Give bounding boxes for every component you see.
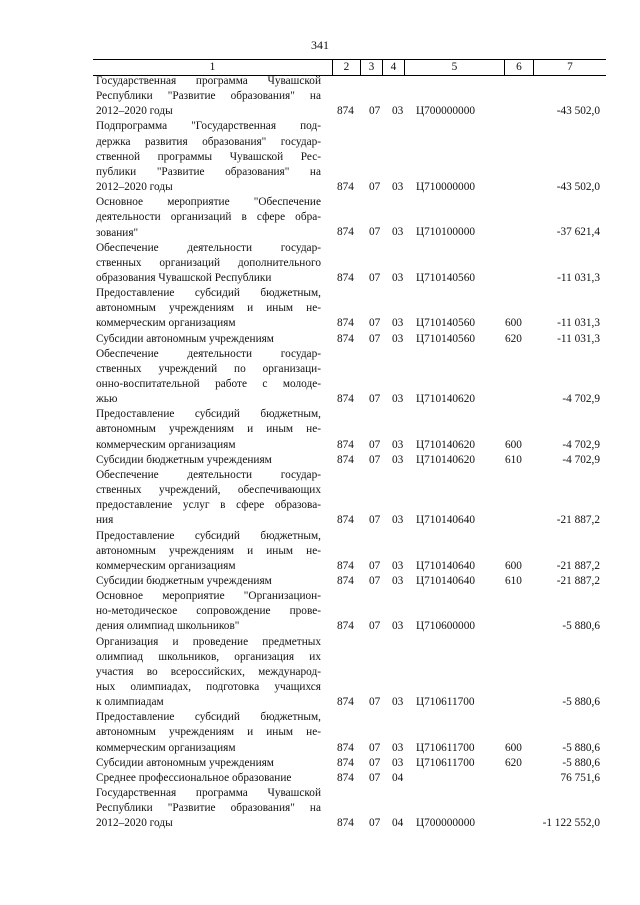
- row-name: [96, 119, 321, 195]
- header-col-4: 4: [382, 60, 404, 75]
- row-c2: 874: [337, 181, 354, 194]
- row-name-line: 2012–2020 годы: [96, 181, 173, 194]
- row-c3: 07: [369, 514, 381, 527]
- row-c2: 874: [337, 741, 354, 754]
- row-name-line: Субсидии автономным учреждениям: [96, 756, 274, 769]
- header-col-1: 1: [209, 61, 216, 73]
- row-c3: 07: [369, 620, 381, 633]
- row-c3: 07: [369, 105, 381, 118]
- row-c7: -21 887,2: [556, 574, 600, 587]
- row-c3: 07: [369, 741, 381, 754]
- row-c7: -11 031,3: [557, 332, 600, 345]
- row-c7: -43 502,0: [556, 105, 600, 118]
- row-name-line: дения олимпиад школьников": [96, 620, 240, 633]
- row-c7: -5 880,6: [562, 620, 600, 633]
- row-c7: -4 702,9: [562, 438, 600, 451]
- row-c2: 874: [337, 226, 354, 239]
- row-c6: 610: [505, 574, 522, 587]
- table-row: [0, 332, 640, 347]
- row-name: [96, 756, 321, 771]
- row-c5: Ц710140640: [416, 574, 475, 587]
- row-name: [96, 635, 321, 711]
- row-c2: 874: [337, 559, 354, 572]
- table-row: [0, 407, 640, 452]
- row-c4: 03: [392, 226, 404, 239]
- row-c4: 03: [392, 105, 404, 118]
- row-name-line: онно-воспитательной работе с молоде-: [96, 378, 321, 390]
- row-name-line: ния: [96, 514, 114, 527]
- row-c4: 03: [392, 756, 404, 769]
- row-name-line: Обеспечение деятельности государ-: [96, 468, 321, 481]
- row-c4: 03: [392, 696, 404, 709]
- row-name: [96, 453, 321, 468]
- row-name-line: Основное мероприятие "Обеспечение: [96, 196, 321, 209]
- table-row: [0, 756, 640, 771]
- row-c5: Ц710140560: [416, 317, 475, 330]
- row-name-line: Предоставление субсидий бюджетным,: [96, 408, 321, 421]
- row-name-line: Основное мероприятие "Организацион-: [96, 590, 321, 603]
- row-c4: 03: [392, 393, 404, 406]
- row-c7: 76 751,6: [560, 771, 600, 784]
- row-c3: 07: [369, 696, 381, 709]
- row-name-line: Республики "Развитие образования" на: [96, 90, 321, 103]
- row-c2: 874: [337, 438, 354, 451]
- row-name-line: предоставление услуг в сфере образова-: [96, 499, 321, 512]
- row-name-line: коммерческим организациям: [96, 438, 236, 451]
- table-row: [0, 453, 640, 468]
- row-c2: 874: [337, 105, 354, 118]
- row-name-line: Обеспечение деятельности государ-: [96, 241, 321, 254]
- row-c4: 03: [392, 181, 404, 194]
- row-c3: 07: [369, 226, 381, 239]
- row-name: [96, 195, 321, 240]
- row-name-line: Предоставление субсидий бюджетным,: [96, 711, 321, 724]
- table-row: [0, 710, 640, 755]
- table-row: [0, 119, 640, 195]
- row-name-line: Субсидии бюджетным учреждениям: [96, 574, 272, 587]
- row-c2: 874: [337, 393, 354, 406]
- row-c2: 874: [337, 817, 354, 830]
- row-c6: 610: [505, 453, 522, 466]
- row-c6: 600: [505, 317, 522, 330]
- header-col-2: 2: [332, 60, 360, 75]
- row-name-line: коммерческим организациям: [96, 317, 236, 330]
- row-c3: 07: [369, 271, 381, 284]
- row-name-line: коммерческим организациям: [96, 741, 236, 754]
- row-name-line: Государственная программа Чувашской: [96, 75, 321, 87]
- row-name-line: автономным учреждениям и иным не-: [96, 544, 321, 557]
- row-c3: 07: [369, 332, 381, 345]
- row-c2: 874: [337, 332, 354, 345]
- row-c4: 03: [392, 453, 404, 466]
- row-name-line: Среднее профессиональное образование: [96, 771, 292, 784]
- row-name-line: участия во всероссийских, международ-: [96, 665, 321, 678]
- row-c7: -11 031,3: [557, 317, 600, 330]
- row-c5: Ц710611700: [416, 741, 475, 754]
- row-c5: Ц710100000: [416, 226, 475, 239]
- row-name-line: автономным учреждениям и иным не-: [96, 302, 321, 315]
- table-row: [0, 786, 640, 831]
- row-c5: Ц710000000: [416, 181, 475, 194]
- table-row: [0, 574, 640, 589]
- row-c4: 03: [392, 559, 404, 572]
- row-c5: Ц710611700: [416, 696, 475, 709]
- row-c7: -4 702,9: [562, 453, 600, 466]
- row-c7: -37 621,4: [556, 226, 600, 239]
- row-name: [96, 74, 321, 119]
- table-row: [0, 589, 640, 634]
- row-c4: 03: [392, 620, 404, 633]
- row-c5: Ц710140620: [416, 438, 475, 451]
- row-name-line: автономным учреждениям и иным не-: [96, 423, 321, 436]
- row-c3: 07: [369, 453, 381, 466]
- header-col-3: 3: [360, 60, 382, 75]
- row-c7: -5 880,6: [562, 696, 600, 709]
- row-name: [96, 468, 321, 529]
- row-c7: -11 031,3: [557, 271, 600, 284]
- row-c5: Ц710140640: [416, 559, 475, 572]
- row-name-line: Государственная программа Чувашской: [96, 787, 321, 800]
- row-name-line: ственных организаций дополнительного: [96, 256, 321, 269]
- row-name-line: жью: [96, 393, 118, 406]
- row-c3: 07: [369, 181, 381, 194]
- row-c7: -5 880,6: [562, 741, 600, 754]
- row-name-line: коммерческим организациям: [96, 559, 236, 572]
- row-name: [96, 241, 321, 286]
- row-c5: Ц710611700: [416, 756, 475, 769]
- row-name-line: Обеспечение деятельности государ-: [96, 347, 321, 360]
- row-name-line: Предоставление субсидий бюджетным,: [96, 529, 321, 542]
- row-name-line: образования Чувашской Республики: [96, 271, 272, 284]
- row-c2: 874: [337, 574, 354, 587]
- row-c6: 600: [505, 438, 522, 451]
- table-row: [0, 468, 640, 529]
- row-name-line: но-методическое сопровождение прове-: [96, 605, 321, 618]
- row-c4: 03: [392, 332, 404, 345]
- page-number: 341: [311, 38, 329, 52]
- row-name-line: деятельности организаций в сфере обра-: [96, 211, 321, 224]
- row-c3: 07: [369, 771, 381, 784]
- table-row: [0, 529, 640, 574]
- row-name: [96, 347, 321, 408]
- row-c3: 07: [369, 574, 381, 587]
- row-name-line: публики "Развитие образования" на: [96, 165, 321, 178]
- row-c6: 600: [505, 741, 522, 754]
- row-c2: 874: [337, 696, 354, 709]
- row-c2: 874: [337, 453, 354, 466]
- row-name-line: ственных учреждений, обеспечивающих: [96, 484, 321, 497]
- row-name: [96, 771, 321, 786]
- row-c6: 620: [505, 332, 522, 345]
- row-name-line: Субсидии бюджетным учреждениям: [96, 453, 272, 466]
- row-name-line: ственных учреждений по организаци-: [96, 362, 321, 375]
- row-name-line: Предоставление субсидий бюджетным,: [96, 287, 321, 300]
- row-name-line: автономным учреждениям и иным не-: [96, 726, 321, 739]
- row-name: [96, 529, 321, 574]
- table-row: [0, 286, 640, 331]
- table-row: [0, 241, 640, 286]
- header-col-5: 5: [404, 60, 504, 75]
- row-c2: 874: [337, 771, 354, 784]
- row-c4: 03: [392, 271, 404, 284]
- row-c7: -21 887,2: [556, 559, 600, 572]
- row-name: [96, 786, 321, 831]
- row-c3: 07: [369, 393, 381, 406]
- row-c7: -1 122 552,0: [542, 817, 600, 830]
- row-c4: 04: [392, 817, 404, 830]
- header-col-7: 7: [533, 60, 606, 75]
- row-c5: Ц710140640: [416, 514, 475, 527]
- row-c3: 07: [369, 817, 381, 830]
- row-c2: 874: [337, 756, 354, 769]
- row-c5: Ц710140620: [416, 393, 475, 406]
- row-c5: Ц710140560: [416, 332, 475, 345]
- row-c4: 03: [392, 514, 404, 527]
- table-row: [0, 347, 640, 408]
- row-c5: Ц710600000: [416, 620, 475, 633]
- row-c6: 600: [505, 559, 522, 572]
- row-c3: 07: [369, 756, 381, 769]
- row-c2: 874: [337, 271, 354, 284]
- row-c3: 07: [369, 559, 381, 572]
- header-col-6: 6: [504, 60, 533, 75]
- row-c4: 03: [392, 741, 404, 754]
- row-c7: -4 702,9: [562, 393, 600, 406]
- row-c7: -5 880,6: [562, 756, 600, 769]
- row-name: [96, 407, 321, 452]
- row-c2: 874: [337, 514, 354, 527]
- row-c6: 620: [505, 756, 522, 769]
- row-name-line: Республики "Развитие образования" на: [96, 802, 321, 815]
- table-row: [0, 635, 640, 711]
- row-name-line: олимпиад школьников, организация их: [96, 650, 321, 663]
- row-name-line: ных олимпиадах, подготовка учащихся: [96, 681, 321, 694]
- table-row: [0, 195, 640, 240]
- row-name: [96, 589, 321, 634]
- row-c4: 03: [392, 438, 404, 451]
- row-c3: 07: [369, 438, 381, 451]
- row-c4: 03: [392, 574, 404, 587]
- row-c7: -43 502,0: [556, 181, 600, 194]
- row-name-line: зования": [96, 226, 139, 239]
- row-c3: 07: [369, 317, 381, 330]
- row-name-line: Организация и проведение предметных: [96, 635, 321, 648]
- row-name-line: Подпрограмма "Государственная под-: [96, 120, 321, 133]
- row-name: [96, 710, 321, 755]
- row-c5: Ц700000000: [416, 817, 475, 830]
- table-row: [0, 771, 640, 786]
- row-c5: Ц710140560: [416, 271, 475, 284]
- row-name: [96, 286, 321, 331]
- row-c2: 874: [337, 620, 354, 633]
- row-c5: Ц700000000: [416, 105, 475, 118]
- row-c4: 03: [392, 317, 404, 330]
- row-name-line: 2012–2020 годы: [96, 817, 173, 830]
- row-c2: 874: [337, 317, 354, 330]
- row-name: [96, 332, 321, 347]
- row-name-line: Субсидии автономным учреждениям: [96, 332, 274, 345]
- row-name-line: ственной программы Чувашской Рес-: [96, 150, 321, 163]
- row-name: [96, 574, 321, 589]
- row-c5: Ц710140620: [416, 453, 475, 466]
- row-name-line: держка развития образования" государ-: [96, 135, 321, 148]
- row-name-line: 2012–2020 годы: [96, 105, 173, 118]
- table-row: [0, 74, 640, 119]
- row-c4: 04: [392, 771, 404, 784]
- row-name-line: к олимпиадам: [96, 696, 164, 709]
- row-c7: -21 887,2: [556, 514, 600, 527]
